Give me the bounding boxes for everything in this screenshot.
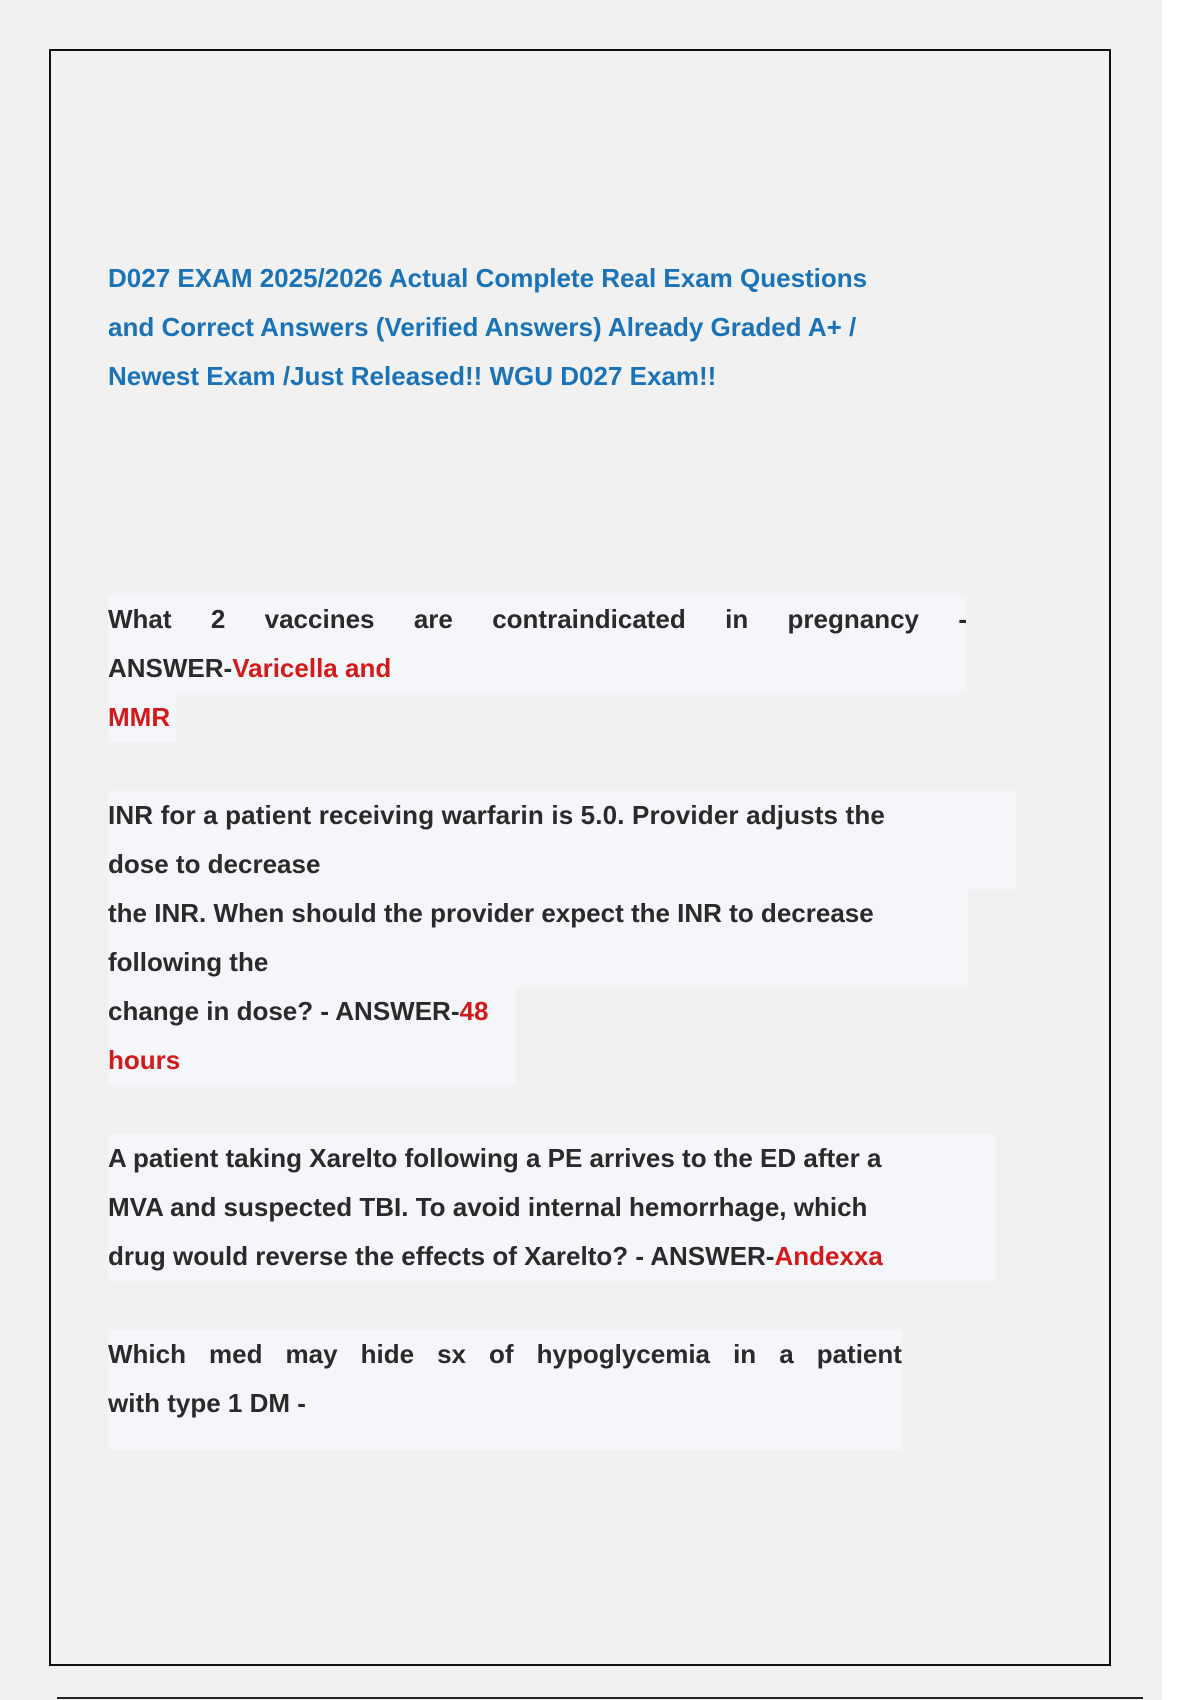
question-word: are (413, 604, 453, 634)
question-block-inr (108, 791, 1016, 1085)
question-block-xarelto (108, 1134, 996, 1281)
question-block-vaccines (108, 595, 967, 742)
question-block-hypoglycemia (108, 1330, 902, 1450)
question-line: with type 1 DM - (108, 1379, 902, 1450)
question-word: vaccines (264, 604, 375, 634)
question-word: contraindicated (492, 604, 686, 634)
title-line: D027 EXAM 2025/2026 Actual Complete Real Exam Questions (108, 263, 868, 293)
question-word: in (733, 1339, 757, 1369)
answer-text: 48 (459, 996, 489, 1026)
question-word: 2 (210, 604, 226, 634)
question-word: pregnancy (787, 604, 920, 634)
question-word: med (209, 1339, 263, 1369)
question-line (108, 693, 176, 742)
question-word: Which (108, 1339, 186, 1369)
question-line (108, 1036, 516, 1085)
question-line: MVA and suspected TBI. To avoid internal hemorrhage, which (108, 1183, 996, 1232)
question-text: drug would reverse the effects of Xarelto? - ANSWER- (108, 1241, 775, 1271)
question-word: hide (360, 1339, 415, 1369)
question-text: change in dose? - ANSWER- (108, 996, 460, 1026)
document-title (108, 254, 988, 401)
question-word: What (108, 604, 172, 634)
question-line (108, 644, 967, 693)
answer-text: hours (108, 1045, 181, 1075)
question-line: A patient taking Xarelto following a PE arrives to the ED after a (108, 1134, 996, 1183)
question-word: in (725, 604, 749, 634)
answer-text: Varicella and (232, 653, 392, 683)
answer-text: Andexxa (774, 1241, 883, 1271)
answer-text: MMR (108, 702, 171, 732)
question-line (108, 987, 516, 1036)
question-word: patient (816, 1339, 902, 1369)
title-line: and Correct Answers (Verified Answers) Already Graded A+ / (108, 312, 857, 342)
question-word: - (958, 604, 967, 634)
question-word: sx (437, 1339, 467, 1369)
question-word: may (285, 1339, 338, 1369)
question-line (108, 595, 967, 644)
question-line: the INR. When should the provider expect the INR to decrease (108, 889, 968, 938)
page-divider (57, 1697, 1143, 1699)
title-line: Newest Exam /Just Released!! WGU D027 Exam!! (108, 361, 717, 391)
question-word: of (489, 1339, 514, 1369)
question-word: a (779, 1339, 794, 1369)
answer-prefix: ANSWER- (108, 653, 233, 683)
question-line: INR for a patient receiving warfarin is 5.0. Provider adjusts the (108, 791, 1016, 840)
question-line (108, 1330, 902, 1379)
question-line: following the (108, 938, 968, 987)
question-line (108, 1232, 996, 1281)
question-line: dose to decrease (108, 840, 1016, 889)
question-word: hypoglycemia (536, 1339, 711, 1369)
